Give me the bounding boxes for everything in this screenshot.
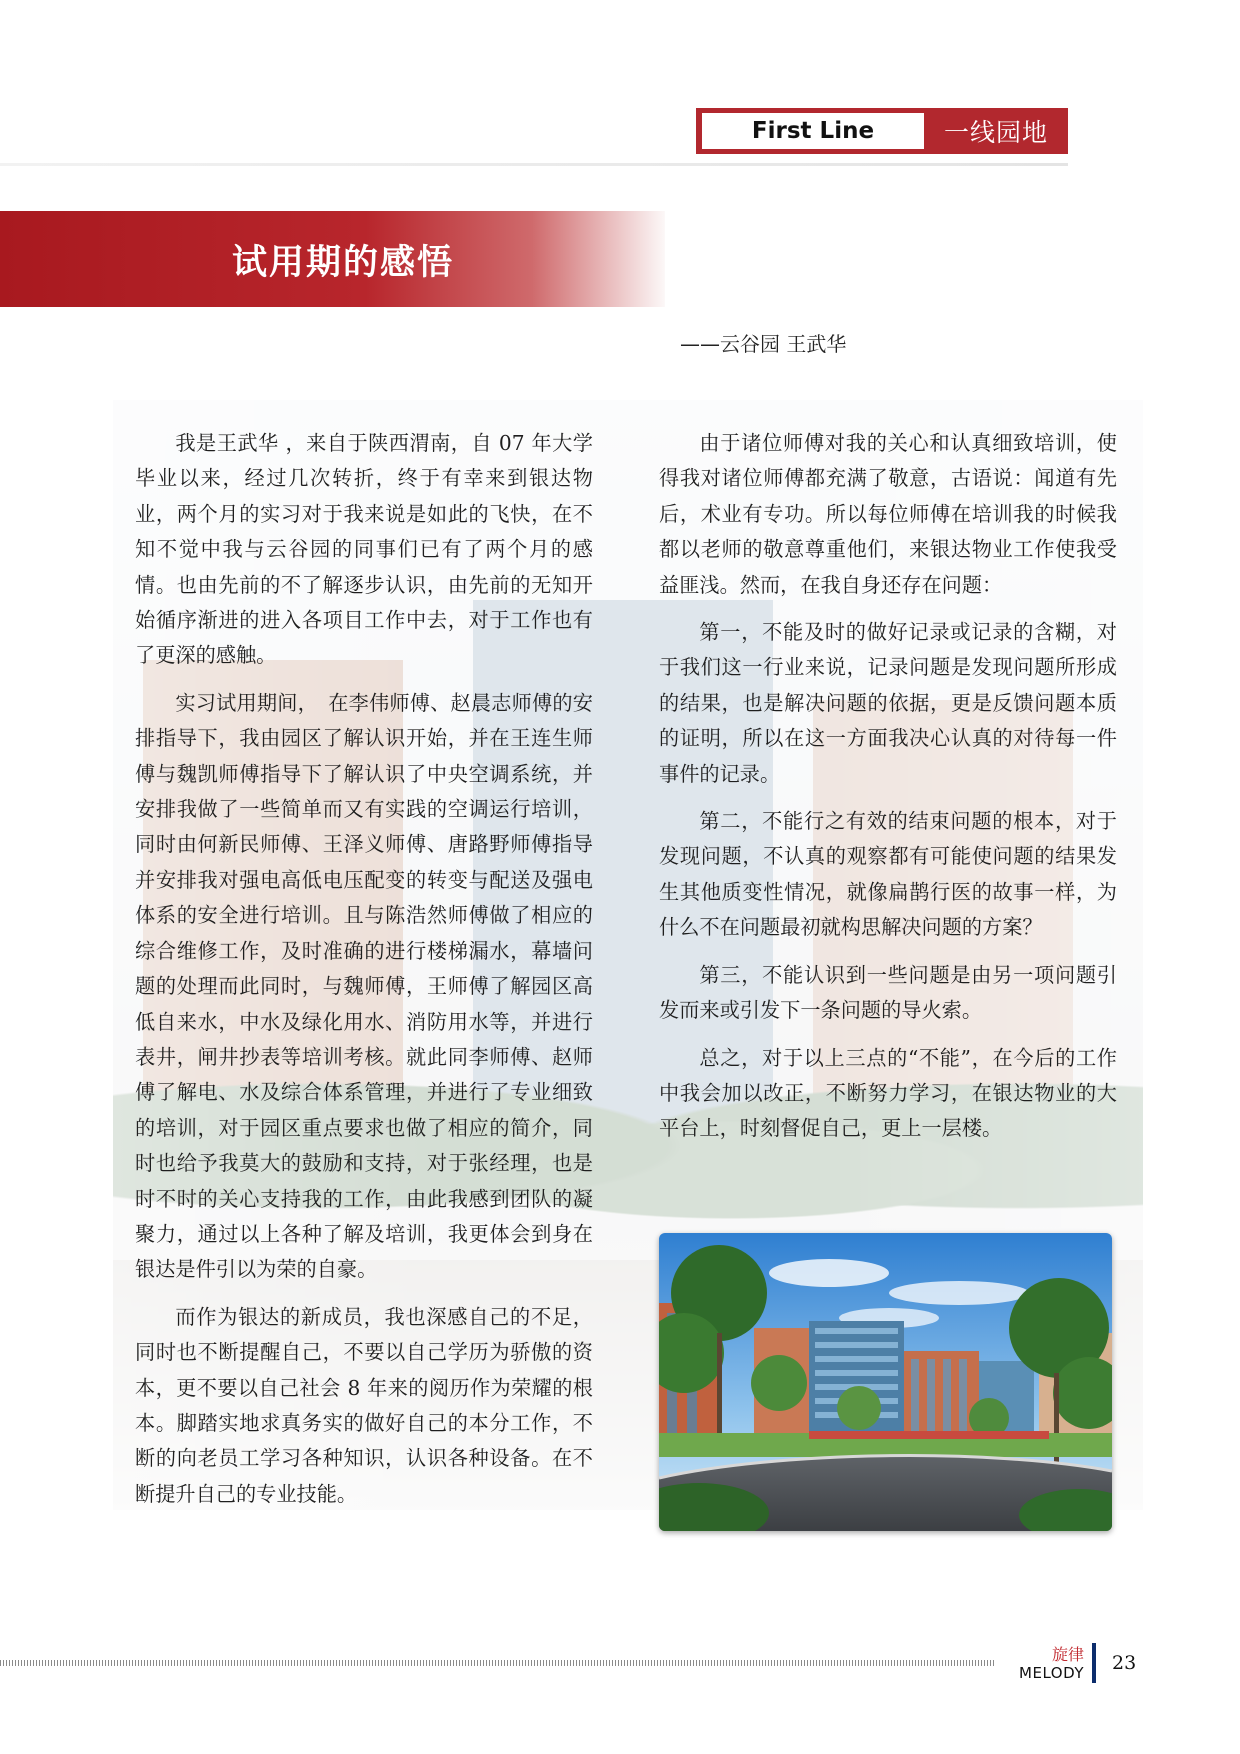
paragraph: 由于诸位师傅对我的关心和认真细致培训，使得我对诸位师傅都充满了敬意，古语说：闻道有先后，术业有专功。所以每位师傅在培训我的时候我都以老师的敬意尊重他们，来银达物业工作使我受益匪浅。然而，在我自身还存在问题：: [659, 431, 1117, 597]
paragraph: 第三，不能认识到一些问题是由另一项问题引发而来或引发下一条问题的导火索。: [659, 962, 1117, 1023]
paragraph: 而作为银达的新成员，我也深感自己的不足，同时也不断提醒自己，不要以自己学历为骄傲的资本，更不要以自己社会 8 年来的阅历作为荣耀的根本。脚踏实地求真务实的做好自己的本分工作，不断的向老员工学习各种知识，认识各种设备。在不断提升自己的专业技能。: [135, 1304, 593, 1506]
article-title: 试用期的感悟: [232, 243, 455, 283]
brand-name-zh: 旋律: [1051, 1645, 1084, 1664]
campus-photo: [659, 1233, 1112, 1531]
article-byline: ——云谷园 王武华: [680, 332, 847, 356]
right-column: [659, 426, 1117, 1159]
footer-rule: [0, 1660, 995, 1666]
section-title-zh: 一线园地: [943, 118, 1048, 147]
left-column: [135, 426, 593, 1524]
magazine-brand: [1002, 1646, 1084, 1682]
section-badge: [696, 108, 1068, 154]
paragraph: 第一，不能及时的做好记录或记录的含糊，对于我们这一行业来说，记录问题是发现问题所形成的结果，也是解决问题的依据，更是反馈问题本质的证明，所以在这一方面我决心认真的对待每一件事件的记录。: [659, 620, 1117, 786]
section-title-en: First Line: [702, 113, 924, 149]
brand-name-en: MELODY: [1019, 1664, 1084, 1682]
paragraph: 实习试用期间， 在李伟师傅、赵晨志师傅的安排指导下，我由园区了解认识开始，并在王连生师傅与魏凯师傅指导下了解认识了中央空调系统，并安排我做了一些简单而又有实践的空调运行培训，同时由何新民师傅、王泽义师傅、唐路野师傅指导并安排我对强电高低电压配变的转变与配送及强电体系的安全进行培训。且与陈浩然师傅做了相应的综合维修工作，及时准确的进行楼梯漏水，幕墙问题的处理而此同时，与魏师傅，王师傅了解园区高低自来水，中水及绿化用水、消防用水等，并进行表井，闸井抄表等培训考核。就此同李师傅、赵师傅了解电、水及综合体系管理，并进行了专业细致的培训，对于园区重点要求也做了相应的简介，同时也给予我莫大的鼓励和支持，对于张经理，也是时不时的关心支持我的工作，由此我感到团队的凝聚力，通过以上各种了解及培训，我更体会到身在银达是件引以为荣的自豪。: [135, 690, 593, 1282]
paragraph: 我是王武华 ，来自于陕西渭南，自 07 年大学毕业以来，经过几次转折，终于有幸来到银达物业，两个月的实习对于我来说是如此的飞快，在不知不觉中我与云谷园的同事们已有了两个月的感情。也由先前的不了解逐步认识，由先前的无知开始循序渐进的进入各项目工作中去，对于工作也有了更深的感触。: [135, 431, 593, 668]
page-number: 23: [1112, 1652, 1137, 1674]
paragraph: 总之，对于以上三点的“不能”，在今后的工作中我会加以改正，不断努力学习，在银达物业的大平台上，时刻督促自己，更上一层楼。: [659, 1045, 1117, 1141]
title-ribbon: [0, 211, 665, 307]
paragraph: 第二，不能行之有效的结束问题的根本，对于发现问题，不认真的观察都有可能使问题的结果发生其他质变性情况，就像扁鹊行医的故事一样，为什么不在问题最初就构思解决问题的方案？: [659, 809, 1117, 940]
footer-divider-bar: [1092, 1643, 1096, 1683]
header-divider: [0, 163, 1068, 166]
